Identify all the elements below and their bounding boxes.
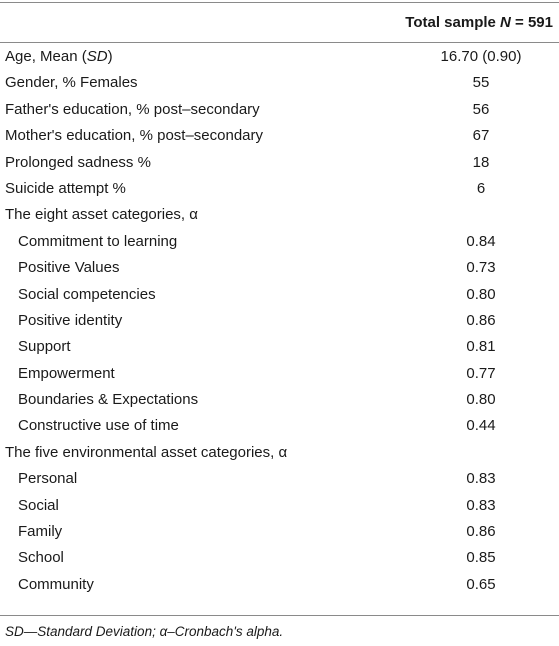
row-label [5, 48, 113, 65]
table-row-support [0, 334, 559, 360]
table-row-gender [0, 70, 559, 96]
row-label: Suicide attempt % [5, 179, 126, 197]
row-value: 0.65 [466, 575, 496, 593]
row-value: 55 [472, 74, 490, 92]
row-label: Positive Values [18, 259, 120, 277]
row-label: School [18, 549, 64, 567]
table-row-family [0, 519, 559, 545]
row-label: Gender, % Females [5, 74, 138, 92]
row-value: 0.81 [466, 338, 496, 356]
table-row-age [0, 44, 559, 70]
row-label: Positive identity [18, 311, 123, 329]
row-value: 6 [476, 179, 486, 197]
table-row-community [0, 572, 559, 598]
header-label: Total sample [405, 14, 501, 31]
row-label: Support [18, 338, 71, 356]
row-group-heading: The five environmental asset categories, α [5, 443, 288, 461]
header-n-value: = 591 [510, 14, 553, 31]
row-label: Boundaries & Expectations [18, 391, 199, 409]
row-value: 67 [472, 127, 490, 145]
total-sample-header [405, 14, 553, 31]
row-label: Social [18, 496, 59, 514]
table-row-eight-asset-heading [0, 202, 559, 228]
table-header-rule [0, 42, 559, 43]
row-value: 56 [472, 100, 490, 118]
row-label-prefix: Age, Mean ( [5, 48, 87, 65]
table-bottom-rule [0, 615, 559, 616]
table-row-commitment-to-learning [0, 229, 559, 255]
row-value: 0.73 [466, 259, 496, 277]
table-row-empowerment [0, 361, 559, 387]
row-label-italic: SD [86, 48, 108, 65]
row-value: 18 [472, 153, 490, 171]
row-label-suffix: ) [107, 48, 113, 65]
table-row-social-competencies [0, 282, 559, 308]
header-n-symbol: N [500, 14, 511, 31]
table-row-social [0, 493, 559, 519]
table-row-school [0, 545, 559, 571]
table-row-boundaries-expectations [0, 387, 559, 413]
row-label: Family [18, 523, 63, 541]
table-row-positive-identity [0, 308, 559, 334]
row-label: Community [18, 575, 94, 593]
row-value: 0.86 [466, 311, 496, 329]
table-row-prolonged-sadness [0, 150, 559, 176]
row-value: 0.86 [466, 523, 496, 541]
row-value: 0.80 [466, 391, 496, 409]
row-label: Social competencies [18, 285, 156, 303]
row-label: Personal [18, 470, 78, 488]
row-value: 0.77 [466, 364, 496, 382]
row-label: Commitment to learning [18, 232, 178, 250]
table-footnote: SD—Standard Deviation; α–Cronbach's alpha. [5, 624, 284, 639]
table-row-positive-values [0, 255, 559, 281]
row-value: 16.70 (0.90) [440, 48, 522, 65]
row-value: 0.85 [466, 549, 496, 567]
row-label: Prolonged sadness % [5, 153, 151, 171]
table-row-personal [0, 466, 559, 492]
row-value: 0.80 [466, 285, 496, 303]
row-value: 0.44 [466, 417, 496, 435]
row-value: 0.83 [466, 496, 496, 514]
table-row-suicide-attempt [0, 176, 559, 202]
row-label: Father's education, % post–secondary [5, 100, 260, 118]
row-label: Constructive use of time [18, 417, 179, 435]
row-label: Empowerment [18, 364, 115, 382]
table-row-constructive-use-of-time [0, 413, 559, 439]
table-header [0, 2, 559, 42]
table-row-father-education [0, 97, 559, 123]
table-body [0, 44, 559, 598]
row-label: Mother's education, % post–secondary [5, 127, 264, 145]
table-row-five-environmental-heading [0, 440, 559, 466]
row-group-heading: The eight asset categories, α [5, 206, 198, 224]
row-value: 0.84 [466, 232, 496, 250]
table-row-mother-education [0, 123, 559, 149]
row-value: 0.83 [466, 470, 496, 488]
